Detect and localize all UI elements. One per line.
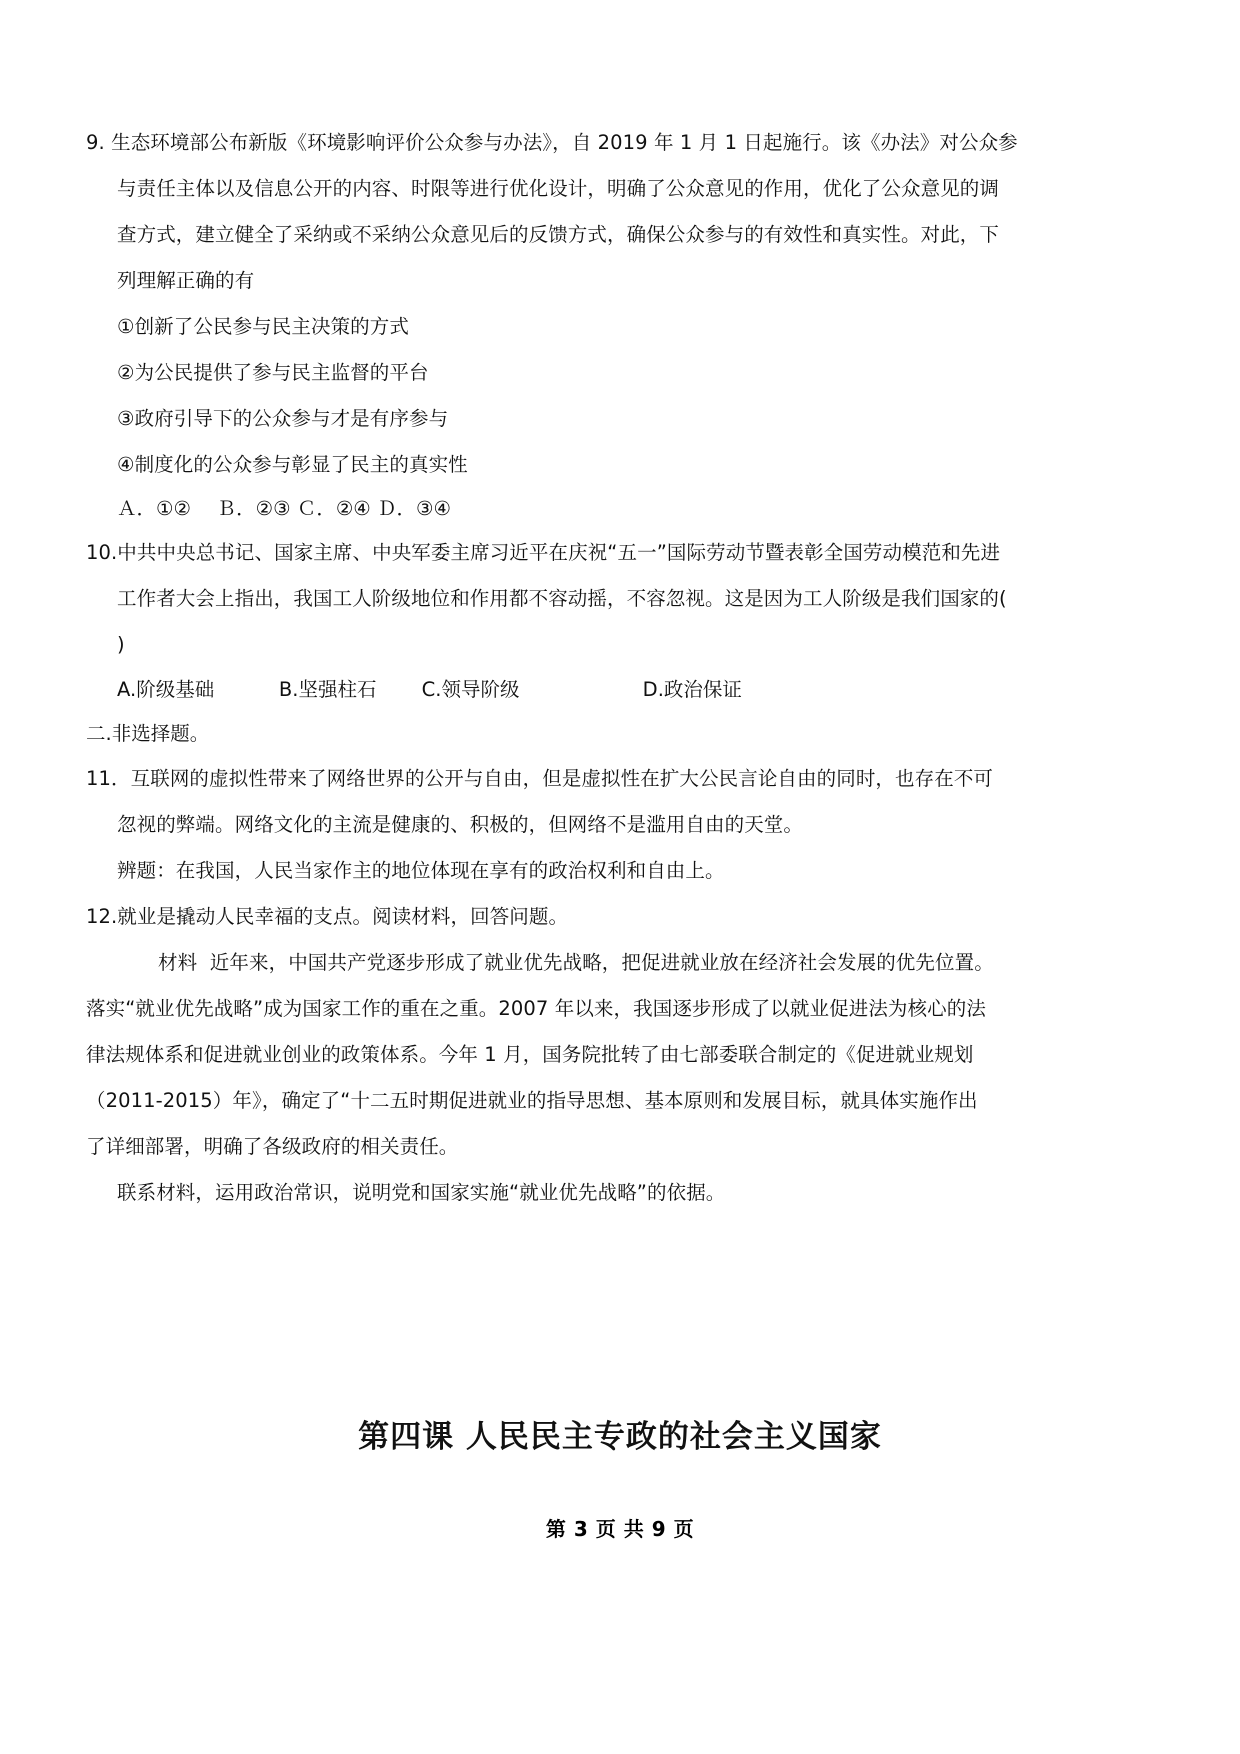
q11-prompt: 辨题：在我国，人民当家作主的地位体现在享有的政治权利和自由上。 [117, 859, 725, 882]
q10-line-3: ) [117, 633, 125, 656]
q12-task: 联系材料，运用政治常识，说明党和国家实施“就业优先战略”的依据。 [117, 1181, 726, 1204]
q12-material-line-3: 律法规体系和促进就业创业的政策体系。今年 1 月，国务院批转了由七部委联合制定的《促进就业规划 [86, 1043, 974, 1066]
q10-line-2: 工作者大会上指出，我国工人阶级地位和作用都不容动摇，不容忽视。这是因为工人阶级是我们国家的( [117, 587, 1007, 610]
question-9 [86, 120, 1154, 530]
question-10 [86, 530, 1154, 712]
q11-line-1: 11．互联网的虚拟性带来了网络世界的公开与自由，但是虚拟性在扩大公民言论自由的同时，也存在不可 [86, 767, 994, 790]
q9-statement-4: ④制度化的公众参与彰显了民主的真实性 [117, 453, 468, 476]
q10-line-1: 10.中共中央总书记、国家主席、中央军委主席习近平在庆祝“五一”国际劳动节暨表彰全国劳动模范和先进 [86, 541, 1001, 564]
q12-material-line-5: 了详细部署，明确了各级政府的相关责任。 [86, 1135, 459, 1158]
q9-line-4: 列理解正确的有 [117, 269, 255, 292]
document-body [86, 120, 1154, 1453]
q9-line-3: 查方式，建立健全了采纳或不采纳公众意见后的反馈方式，确保公众参与的有效性和真实性。对此，下 [117, 223, 1000, 246]
q9-line-1: 9. 生态环境部公布新版《环境影响评价公众参与办法》，自 2019 年 1 月 1 日起施行。该《办法》对公众参 [86, 131, 1018, 154]
q12-stem: 12.就业是撬动人民幸福的支点。阅读材料，回答问题。 [86, 905, 569, 928]
page-footer: 第 3 页 共 9 页 [545, 1517, 695, 1541]
question-11 [86, 756, 1154, 894]
q9-options: Ａ．①② Ｂ．②③ Ｃ．②④ Ｄ．③④ [117, 497, 451, 520]
question-12 [86, 894, 1154, 1216]
q9-statement-1: ①创新了公民参与民主决策的方式 [117, 315, 409, 338]
chapter-title: 第四课 人民民主专政的社会主义国家 [358, 1419, 882, 1455]
q9-statement-2: ②为公民提供了参与民主监督的平台 [117, 361, 429, 384]
q10-options: A.阶级基础 B.坚强柱石 C.领导阶级 D.政治保证 [117, 678, 742, 701]
q12-material-line-2: 落实“就业优先战略”成为国家工作的重在之重。2007 年以来，我国逐步形成了以就业促进法为核心的法 [86, 997, 986, 1020]
q12-material-line-4: （2011-2015）年》，确定了“十二五时期促进就业的指导思想、基本原则和发展目标，就具体实施作出 [86, 1089, 978, 1112]
q9-statement-3: ③政府引导下的公众参与才是有序参与 [117, 407, 449, 430]
q12-material-line-1: 材料 近年来，中国共产党逐步形成了就业优先战略，把促进就业放在经济社会发展的优先位置。 [158, 951, 994, 974]
q9-line-2: 与责任主体以及信息公开的内容、时限等进行优化设计，明确了公众意见的作用，优化了公众意见的调 [117, 177, 1000, 200]
section-heading-non-choice: 二.非选择题。 [86, 722, 210, 745]
q11-line-2: 忽视的弊端。网络文化的主流是健康的、积极的，但网络不是滥用自由的天堂。 [117, 813, 804, 836]
